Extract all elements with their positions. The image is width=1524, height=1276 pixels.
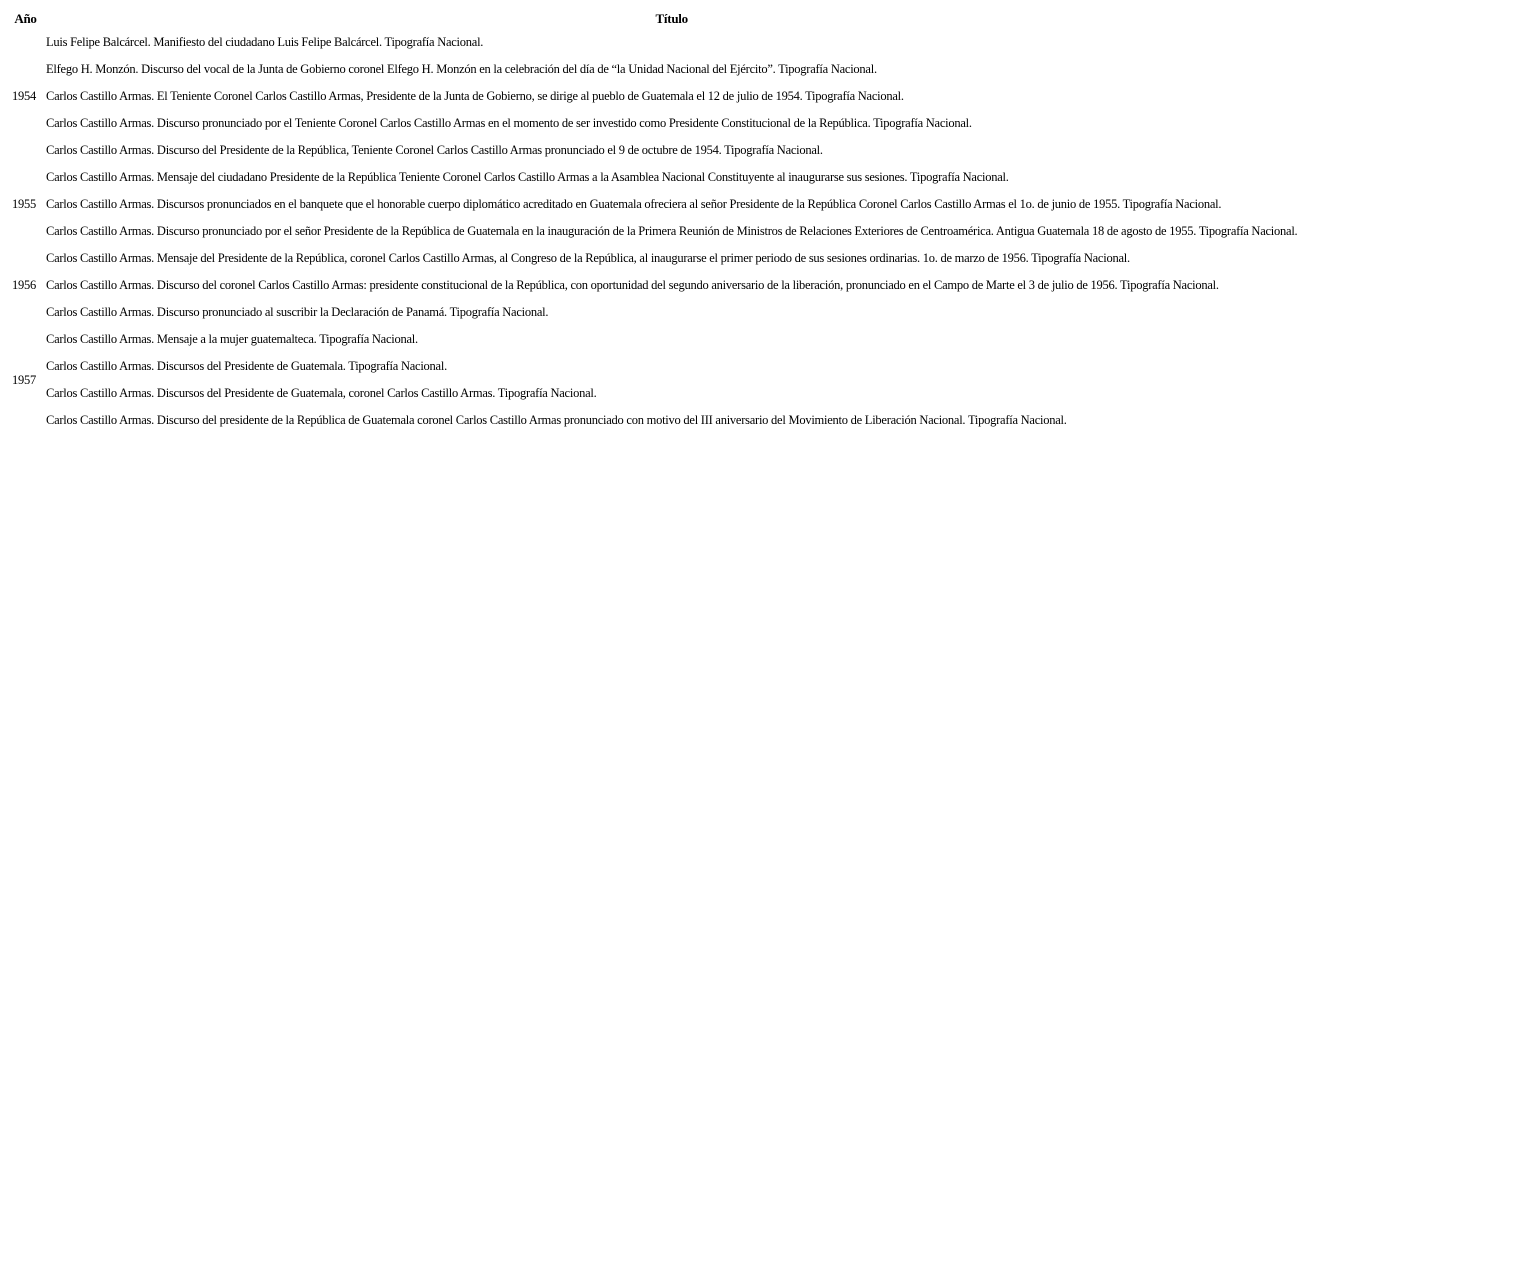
title-cell: Carlos Castillo Armas. El Teniente Coronel Carlos Castillo Armas, Presidente de la Junta de Gobierno, se dirige al pueblo de Guatemala el 12 de julio de 1954. Tipografía Nacional. bbox=[46, 89, 904, 103]
table-row bbox=[8, 84, 1298, 109]
year-cell: 1956 bbox=[12, 278, 36, 292]
table-row bbox=[8, 192, 1298, 217]
title-cell: Luis Felipe Balcárcel. Manifiesto del ciudadano Luis Felipe Balcárcel. Tipografía Nacional. bbox=[46, 35, 484, 49]
table-row bbox=[8, 273, 1298, 298]
table-row bbox=[8, 246, 1298, 271]
table-row bbox=[8, 408, 1298, 433]
year-cell: 1957 bbox=[12, 372, 36, 387]
table-row bbox=[8, 354, 1298, 379]
year-column-header: Año bbox=[14, 11, 37, 26]
title-cell: Carlos Castillo Armas. Discursos del Presidente de Guatemala. Tipografía Nacional. bbox=[46, 359, 447, 373]
title-cell: Carlos Castillo Armas. Discurso del presidente de la República de Guatemala coronel Carlos Castillo Armas pronunciado con motivo del III aniversario del Movimiento de Liberación Nacional. Tipografía Nacional. bbox=[46, 413, 1067, 427]
table-row bbox=[8, 327, 1298, 352]
table-row bbox=[8, 300, 1298, 325]
title-cell: Elfego H. Monzón. Discurso del vocal de la Junta de Gobierno coronel Elfego H. Monzón en la celebración del día de “la Unidad Nacional del Ejército”. Tipografía Nacional. bbox=[46, 62, 877, 76]
table-header-row bbox=[8, 10, 1298, 28]
table-row bbox=[8, 165, 1298, 190]
table-row bbox=[8, 381, 1298, 406]
title-cell: Carlos Castillo Armas. Mensaje del ciudadano Presidente de la República Teniente Coronel Carlos Castillo Armas a la Asamblea Nacional Constituyente al inaugurarse sus sesiones. Tipografía Nacional. bbox=[46, 170, 1009, 184]
title-cell: Carlos Castillo Armas. Discurso del Presidente de la República, Teniente Coronel Carlos Castillo Armas pronunciado el 9 de octubre de 1954. Tipografía Nacional. bbox=[46, 143, 823, 157]
title-cell: Carlos Castillo Armas. Mensaje a la mujer guatemalteca. Tipografía Nacional. bbox=[46, 332, 418, 346]
title-cell: Carlos Castillo Armas. Discurso pronunciado al suscribir la Declaración de Panamá. Tipografía Nacional. bbox=[46, 305, 549, 319]
table-row bbox=[8, 30, 1298, 55]
table-row bbox=[8, 219, 1298, 244]
year-cell: 1954 bbox=[12, 89, 36, 103]
table-row bbox=[8, 57, 1298, 82]
title-cell: Carlos Castillo Armas. Mensaje del Presidente de la República, coronel Carlos Castillo Armas, al Congreso de la República, al inaugurarse el primer periodo de sus sesiones ordinarias. 1o. de marzo de 1956. Tipografía Nacional. bbox=[46, 251, 1130, 265]
year-cell: 1955 bbox=[12, 197, 36, 211]
table-row bbox=[8, 111, 1298, 136]
publications-table bbox=[6, 8, 1300, 435]
title-cell: Carlos Castillo Armas. Discursos pronunciados en el banquete que el honorable cuerpo diplomático acreditado en Guatemala ofreciera al señor Presidente de la República Coronel Carlos Castillo Armas el 1o. de junio de 1955. Tipografía Nacional. bbox=[46, 197, 1222, 211]
title-cell: Carlos Castillo Armas. Discurso del coronel Carlos Castillo Armas: presidente constitucional de la República, con oportunidad del segundo aniversario de la liberación, pronunciado en el Campo de Marte el 3 de julio de 1956. Tipografía Nacional. bbox=[46, 278, 1219, 292]
title-cell: Carlos Castillo Armas. Discurso pronunciado por el Teniente Coronel Carlos Castillo Armas en el momento de ser investido como Presidente Constitucional de la República. Tipografía Nacional. bbox=[46, 116, 972, 130]
title-column-header: Título bbox=[655, 11, 688, 26]
title-cell: Carlos Castillo Armas. Discurso pronunciado por el señor Presidente de la República de Guatemala en la inauguración de la Primera Reunión de Ministros de Relaciones Exteriores de Centroamérica. Antigua Guatemala 18 de agosto de 1955. Tipografía Nacional. bbox=[46, 224, 1298, 238]
title-cell: Carlos Castillo Armas. Discursos del Presidente de Guatemala, coronel Carlos Castillo Armas. Tipografía Nacional. bbox=[46, 386, 597, 400]
table-row bbox=[8, 138, 1298, 163]
